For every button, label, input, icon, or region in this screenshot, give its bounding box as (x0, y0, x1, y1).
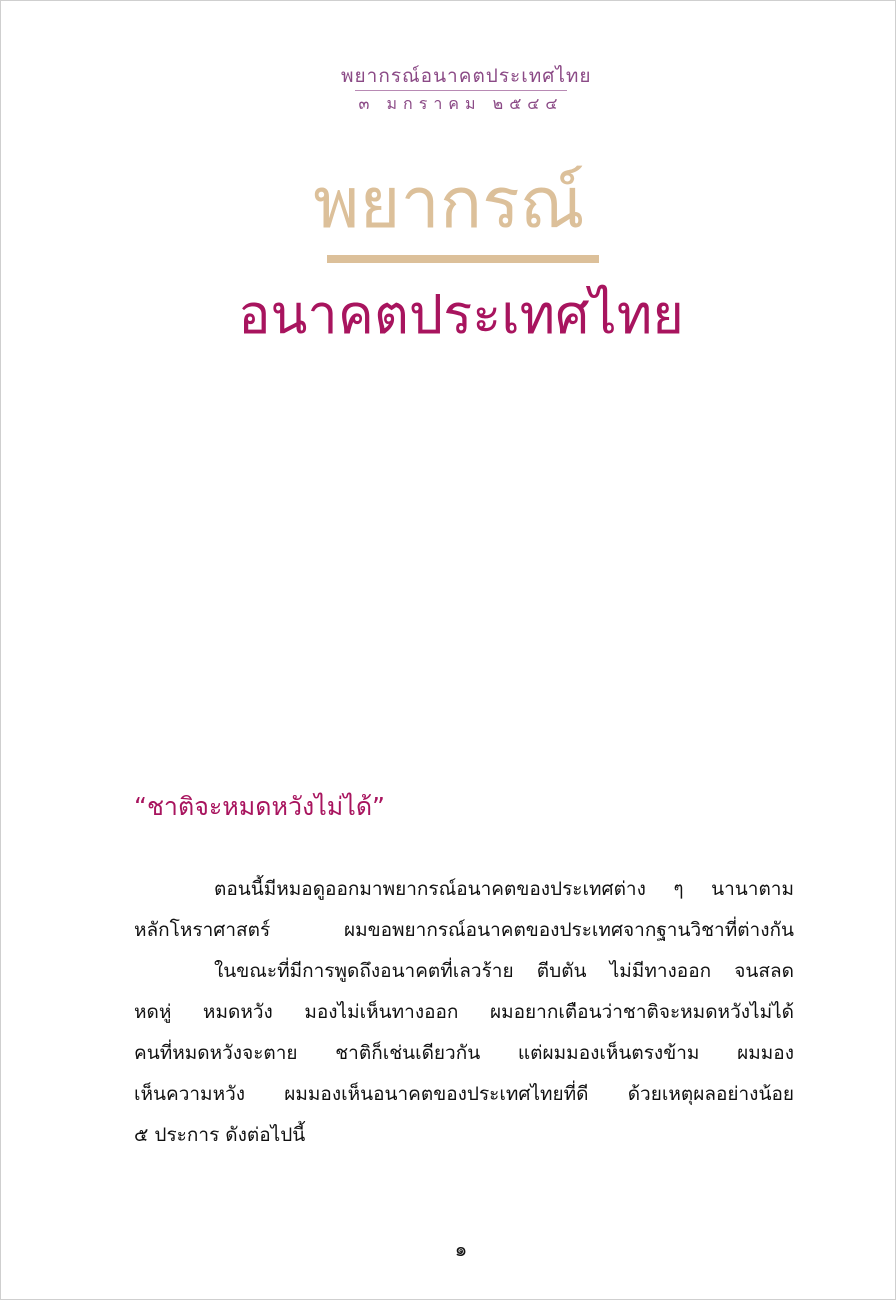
body-line: ๕ ประการ ดังต่อไปนี้ (134, 1124, 306, 1146)
running-header (341, 63, 592, 114)
running-header-rule (355, 90, 567, 91)
body-line: เห็นความหวัง ผมมองเห็นอนาคตของประเทศไทยที่ดี ด้วยเหตุผลอย่างน้อย (134, 1083, 794, 1105)
section-heading: “ชาติจะหมดหวังไม่ได้” (134, 792, 386, 821)
page-title: พยากรณ์ (313, 162, 585, 244)
running-header-date: ๓ มกราคม ๒๕๔๔ (358, 94, 564, 113)
body-line: ตอนนี้มีหมอดูออกมาพยากรณ์อนาคตของประเทศต่าง ๆ นานาตาม (214, 878, 794, 900)
body-line: ในขณะที่มีการพูดถึงอนาคตที่เลวร้าย ตีบตัน ไม่มีทางออก จนสลด (214, 960, 794, 982)
body-line: หลักโหราศาสตร์ ผมขอพยากรณ์อนาคตของประเทศจากฐานวิชาที่ต่างกัน (134, 919, 794, 941)
running-header-title: พยากรณ์อนาคตประเทศไทย (341, 65, 592, 87)
page-subtitle: อนาคตประเทศไทย (238, 283, 684, 346)
body-paragraphs (134, 869, 794, 1156)
body-line: คนที่หมดหวังจะตาย ชาติก็เช่นเดียวกัน แต่ผมมองเห็นตรงข้าม ผมมอง (134, 1042, 794, 1064)
title-underline (327, 255, 599, 263)
body-line: หดหู่ หมดหวัง มองไม่เห็นทางออก ผมอยากเตือนว่าชาติจะหมดหวังไม่ได้ (134, 1001, 794, 1023)
page-number: ๑ (454, 1237, 468, 1261)
